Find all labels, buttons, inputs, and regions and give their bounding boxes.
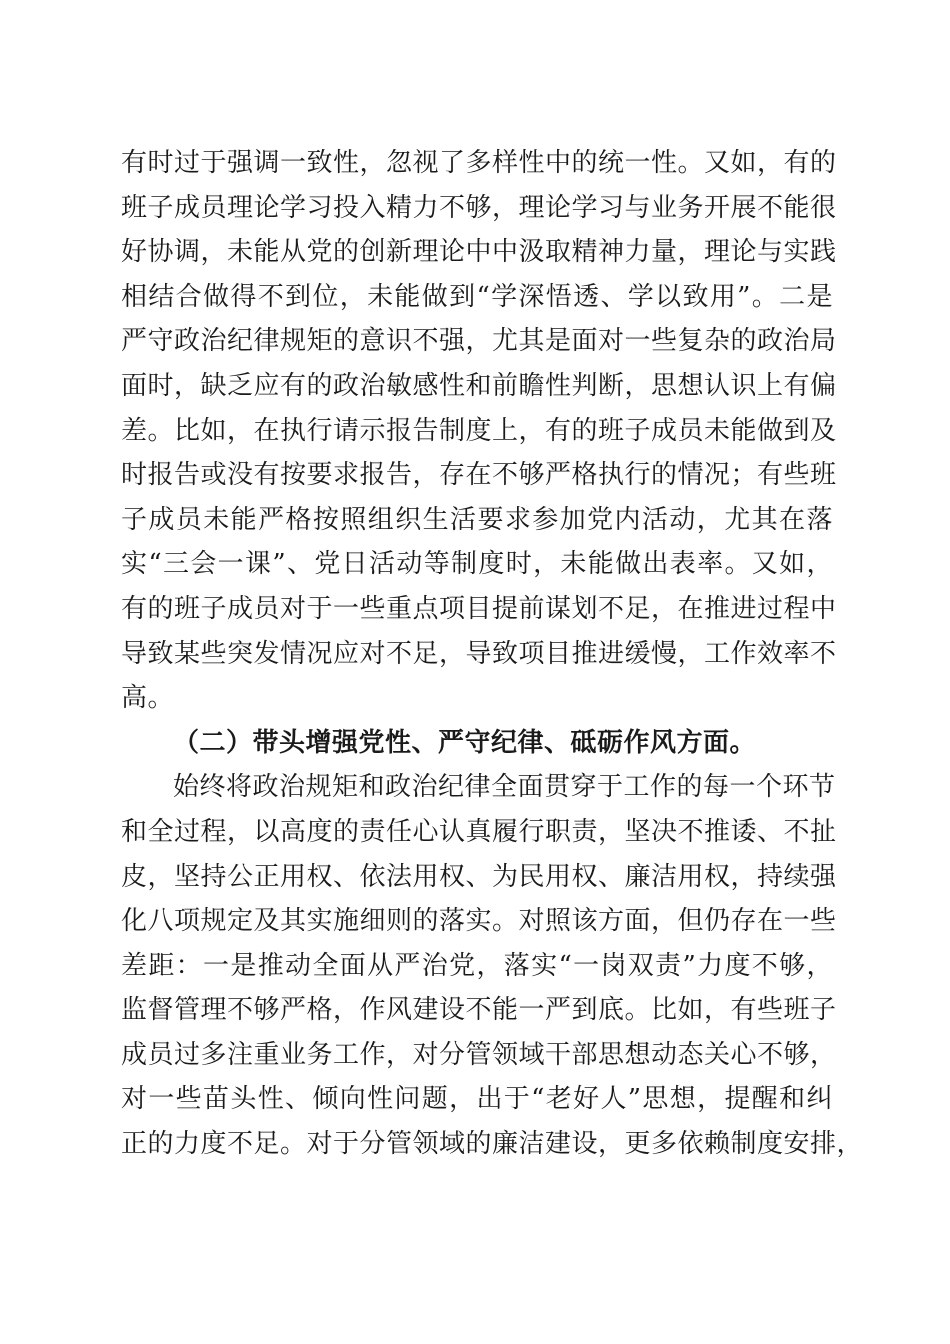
paragraph-1-line-5: 严守政治纪律规矩的意识不强，尤其是面对一些复杂的政治局 xyxy=(121,326,837,357)
paragraph-1-line-9: 子成员未能严格按照组织生活要求参加党内活动，尤其在落 xyxy=(121,504,833,535)
paragraph-1-line-4: 相结合做得不到位，未能做到“学深悟透、学以致用”。二是 xyxy=(121,281,833,312)
paragraph-1-line-10: 实“三会一课”、党日活动等制度时，未能做出表率。又如， xyxy=(121,549,833,580)
paragraph-1-line-11: 有的班子成员对于一些重点项目提前谋划不足，在推进过程中 xyxy=(121,593,837,624)
paragraph-2-line-2: 和全过程，以高度的责任心认真履行职责，坚决不推诿、不扯 xyxy=(121,816,837,847)
paragraph-1-line-1: 有时过于强调一致性，忽视了多样性中的统一性。又如，有的 xyxy=(121,148,837,178)
paragraph-1-line-2: 班子成员理论学习投入精力不够，理论学习与业务开展不能很 xyxy=(121,192,837,223)
paragraph-1-line-12: 导致某些突发情况应对不足，导致项目推进缓慢，工作效率不 xyxy=(121,638,837,669)
paragraph-1-line-13: 高。 xyxy=(121,683,175,714)
paragraph-1-line-8: 时报告或没有按要求报告，存在不够严格执行的情况；有些班 xyxy=(121,460,837,491)
paragraph-2-line-6: 监督管理不够严格，作风建设不能一严到底。比如，有些班子 xyxy=(121,995,837,1026)
section-heading: （二）带头增强党性、严守纪律、砥砺作风方面。 xyxy=(173,727,757,758)
paragraph-1-line-3: 好协调，未能从党的创新理论中中汲取精神力量，理论与实践 xyxy=(121,237,837,268)
paragraph-2-line-9: 正的力度不足。对于分管领域的廉洁建设，更多依赖制度安排， xyxy=(121,1129,864,1160)
paragraph-2-line-3: 皮，坚持公正用权、依法用权、为民用权、廉洁用权，持续强 xyxy=(121,861,837,892)
paragraph-1-line-7: 差。比如，在执行请示报告制度上，有的班子成员未能做到及 xyxy=(121,415,837,446)
paragraph-2-line-1: 始终将政治规矩和政治纪律全面贯穿于工作的每一个环节 xyxy=(173,772,836,803)
paragraph-1-line-6: 面时，缺乏应有的政治敏感性和前瞻性判断，思想认识上有偏 xyxy=(121,370,837,401)
paragraph-2-line-7: 成员过多注重业务工作，对分管领域干部思想动态关心不够， xyxy=(121,1039,837,1070)
document-body xyxy=(121,141,864,1167)
paragraph-2-line-4: 化八项规定及其实施细则的落实。对照该方面，但仍存在一些 xyxy=(121,906,837,937)
paragraph-2-line-8: 对一些苗头性、倾向性问题，出于“老好人”思想，提醒和纠 xyxy=(121,1084,833,1115)
paragraph-2-line-5: 差距：一是推动全面从严治党，落实“一岗双责”力度不够， xyxy=(121,950,833,981)
